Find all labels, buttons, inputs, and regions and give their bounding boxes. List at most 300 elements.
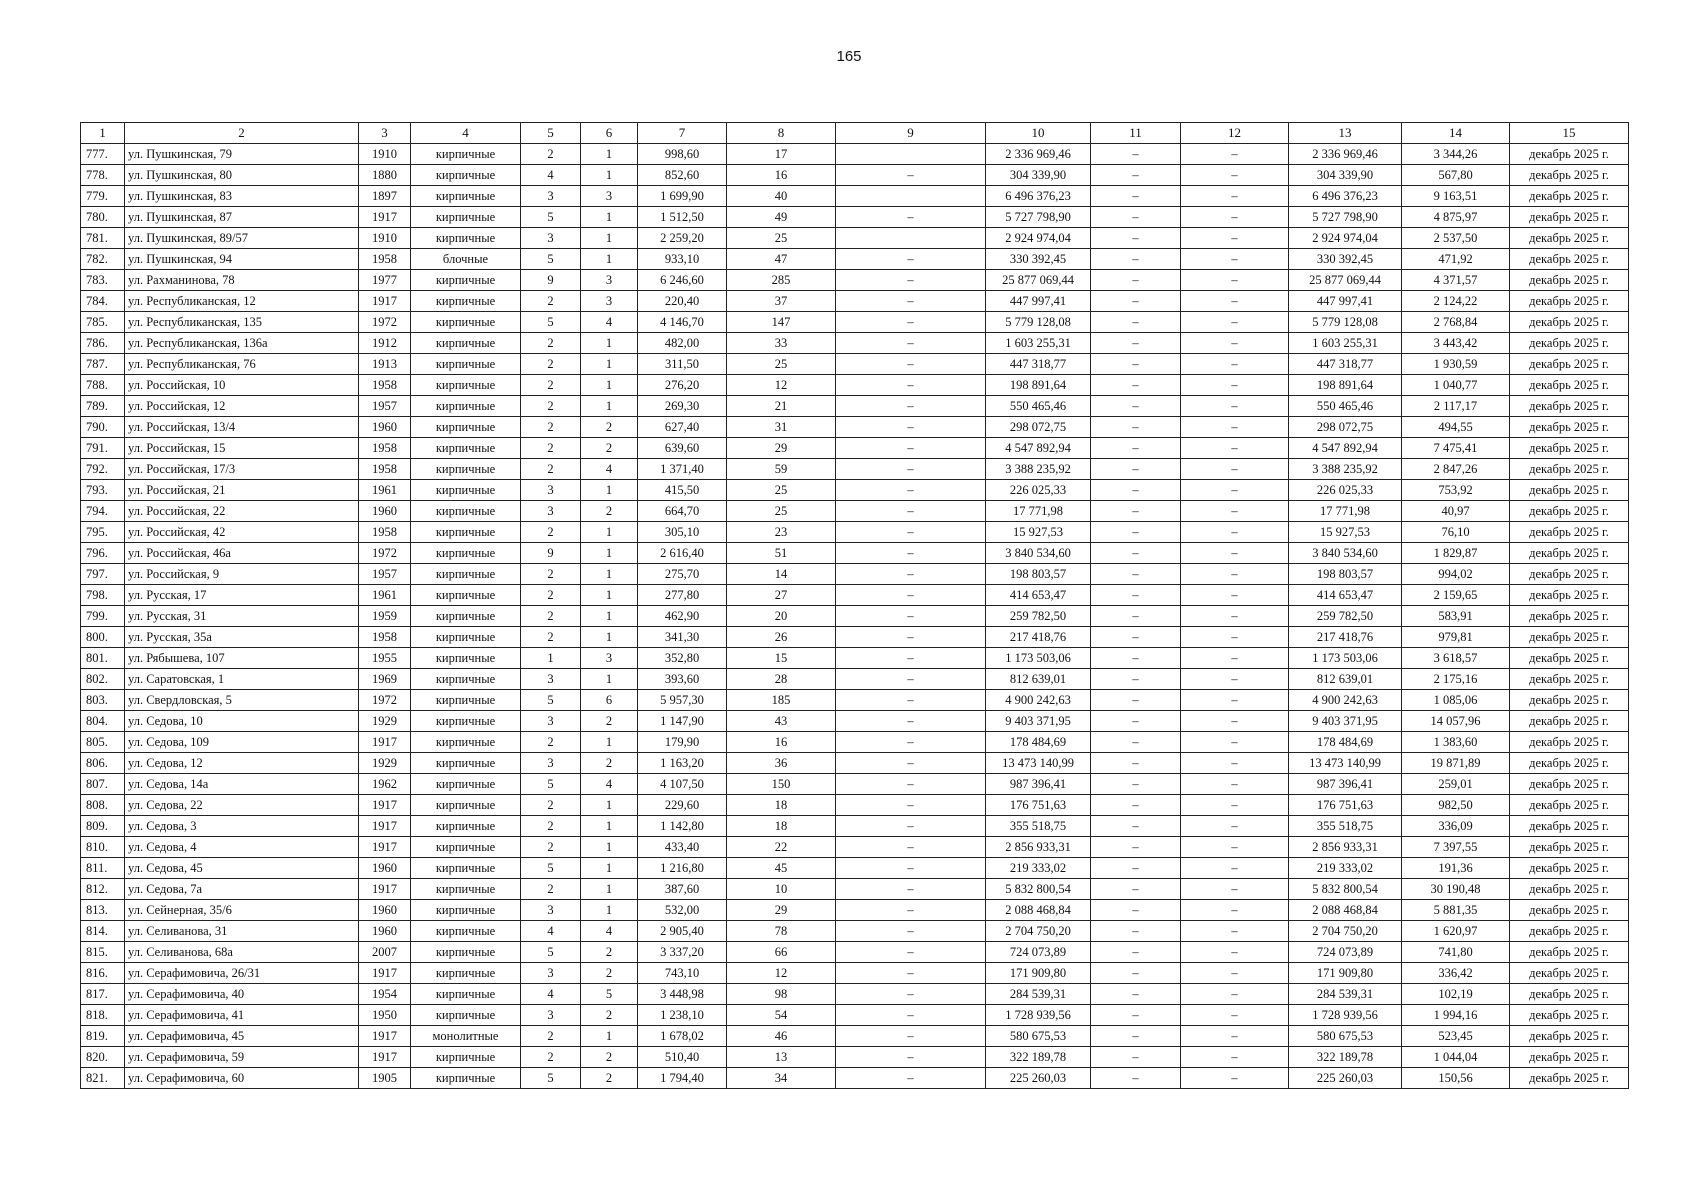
table-cell: – <box>1091 984 1181 1005</box>
table-cell: 4 547 892,94 <box>1289 438 1402 459</box>
table-cell: 2 <box>581 438 638 459</box>
table-cell: 818. <box>81 1005 125 1026</box>
table-cell: кирпичные <box>411 480 521 501</box>
table-cell: ул. Российская, 17/3 <box>125 459 359 480</box>
table-cell: 2 175,16 <box>1402 669 1510 690</box>
table-cell: 4 <box>581 459 638 480</box>
table-cell: 5 727 798,90 <box>986 207 1091 228</box>
table-cell: – <box>1181 942 1289 963</box>
table-cell: 19 871,89 <box>1402 753 1510 774</box>
table-cell: ул. Серафимовича, 59 <box>125 1047 359 1068</box>
table-cell: 1917 <box>359 795 411 816</box>
table-cell: 793. <box>81 480 125 501</box>
table-cell: – <box>1091 648 1181 669</box>
table-cell: монолитные <box>411 1026 521 1047</box>
table-cell: кирпичные <box>411 1005 521 1026</box>
table-cell: 804. <box>81 711 125 732</box>
table-row <box>81 1026 1629 1047</box>
table-cell: ул. Пушкинская, 94 <box>125 249 359 270</box>
table-cell: кирпичные <box>411 732 521 753</box>
table-cell: 176 751,63 <box>1289 795 1402 816</box>
table-cell: 782. <box>81 249 125 270</box>
table-cell: 5 832 800,54 <box>1289 879 1402 900</box>
table-row <box>81 501 1629 522</box>
table-cell: 933,10 <box>638 249 727 270</box>
table-row <box>81 165 1629 186</box>
table-row <box>81 564 1629 585</box>
table-cell: 789. <box>81 396 125 417</box>
table-cell: 2 <box>521 459 581 480</box>
table-cell: – <box>836 879 986 900</box>
table-cell: 1917 <box>359 1047 411 1068</box>
table-cell: 1958 <box>359 438 411 459</box>
table-cell: 1958 <box>359 375 411 396</box>
table-cell: 1 238,10 <box>638 1005 727 1026</box>
table-cell: ул. Российская, 46а <box>125 543 359 564</box>
table-cell: 1 <box>581 564 638 585</box>
table-cell: 2 <box>581 942 638 963</box>
table-cell: кирпичные <box>411 522 521 543</box>
table-cell: – <box>836 921 986 942</box>
table-row <box>81 417 1629 438</box>
table-cell: – <box>836 375 986 396</box>
table-cell: 284 539,31 <box>1289 984 1402 1005</box>
table-cell: 298 072,75 <box>986 417 1091 438</box>
table-cell <box>836 186 986 207</box>
table-cell: декабрь 2025 г. <box>1510 165 1629 186</box>
table-cell: 18 <box>727 816 836 837</box>
table-cell: 5 779 128,08 <box>1289 312 1402 333</box>
table-cell: 580 675,53 <box>986 1026 1091 1047</box>
table-cell: 3 <box>521 1005 581 1026</box>
table-cell: 1 930,59 <box>1402 354 1510 375</box>
table-cell: – <box>1181 837 1289 858</box>
table-cell: 298 072,75 <box>1289 417 1402 438</box>
table-cell: 336,42 <box>1402 963 1510 984</box>
table-row <box>81 669 1629 690</box>
table-cell: 1 147,90 <box>638 711 727 732</box>
table-cell: 627,40 <box>638 417 727 438</box>
table-cell: кирпичные <box>411 396 521 417</box>
table-cell: – <box>836 291 986 312</box>
table-cell: кирпичные <box>411 354 521 375</box>
table-cell: ул. Республиканская, 136а <box>125 333 359 354</box>
table-cell: ул. Республиканская, 12 <box>125 291 359 312</box>
table-cell: ул. Российская, 10 <box>125 375 359 396</box>
table-row <box>81 753 1629 774</box>
table-cell: кирпичные <box>411 921 521 942</box>
table-cell: кирпичные <box>411 879 521 900</box>
table-cell: – <box>1091 228 1181 249</box>
table-cell: – <box>1091 753 1181 774</box>
table-cell: декабрь 2025 г. <box>1510 249 1629 270</box>
table-cell: 414 653,47 <box>986 585 1091 606</box>
table-cell: 2 <box>521 1047 581 1068</box>
table-cell: – <box>1091 732 1181 753</box>
table-cell: – <box>1181 501 1289 522</box>
table-cell: – <box>836 333 986 354</box>
table-cell: декабрь 2025 г. <box>1510 501 1629 522</box>
table-cell: ул. Селиванова, 68а <box>125 942 359 963</box>
table-cell: 1 <box>581 732 638 753</box>
table-cell: – <box>1091 333 1181 354</box>
table-cell: 2 924 974,04 <box>1289 228 1402 249</box>
table-cell: декабрь 2025 г. <box>1510 816 1629 837</box>
table-cell: – <box>836 459 986 480</box>
table-cell: 219 333,02 <box>986 858 1091 879</box>
table-cell: 807. <box>81 774 125 795</box>
table-cell: 1 <box>581 543 638 564</box>
table-cell: 852,60 <box>638 165 727 186</box>
table-cell: 1 512,50 <box>638 207 727 228</box>
table-cell: 13 <box>727 1047 836 1068</box>
table-cell: 783. <box>81 270 125 291</box>
table-cell: ул. Седова, 10 <box>125 711 359 732</box>
table-row <box>81 270 1629 291</box>
table-cell: кирпичные <box>411 606 521 627</box>
table-cell: 322 189,78 <box>986 1047 1091 1068</box>
table-cell: 14 <box>727 564 836 585</box>
table-cell: – <box>1181 480 1289 501</box>
table-cell: 275,70 <box>638 564 727 585</box>
table-row <box>81 543 1629 564</box>
table-cell: 1960 <box>359 858 411 879</box>
table-cell: декабрь 2025 г. <box>1510 522 1629 543</box>
table-cell: декабрь 2025 г. <box>1510 627 1629 648</box>
table-cell: 3 337,20 <box>638 942 727 963</box>
table-cell: – <box>1181 165 1289 186</box>
table-cell: 2 <box>521 585 581 606</box>
table-row <box>81 690 1629 711</box>
table-cell: 583,91 <box>1402 606 1510 627</box>
table-cell: 3 388 235,92 <box>986 459 1091 480</box>
table-cell: – <box>836 1068 986 1089</box>
table-cell: 9 163,51 <box>1402 186 1510 207</box>
table-cell: 34 <box>727 1068 836 1089</box>
table-cell: – <box>1181 186 1289 207</box>
table-cell: 2 <box>521 816 581 837</box>
table-cell: 1958 <box>359 459 411 480</box>
table-cell: 753,92 <box>1402 480 1510 501</box>
table-cell: 1 371,40 <box>638 459 727 480</box>
table-cell: 15 927,53 <box>986 522 1091 543</box>
table-cell: декабрь 2025 г. <box>1510 984 1629 1005</box>
table-cell: 6 496 376,23 <box>1289 186 1402 207</box>
table-cell: ул. Серафимовича, 41 <box>125 1005 359 1026</box>
table-cell: 482,00 <box>638 333 727 354</box>
table-cell: 40 <box>727 186 836 207</box>
table-cell: 45 <box>727 858 836 879</box>
table-cell: – <box>1091 1047 1181 1068</box>
table-cell: 1 678,02 <box>638 1026 727 1047</box>
table-cell: декабрь 2025 г. <box>1510 858 1629 879</box>
table-cell: – <box>1181 900 1289 921</box>
table-cell: ул. Пушкинская, 87 <box>125 207 359 228</box>
table-cell: 1957 <box>359 564 411 585</box>
table-cell: 1917 <box>359 207 411 228</box>
table-cell: 471,92 <box>1402 249 1510 270</box>
table-cell: 7 475,41 <box>1402 438 1510 459</box>
table-cell: 341,30 <box>638 627 727 648</box>
table-cell <box>836 144 986 165</box>
table-cell: кирпичные <box>411 207 521 228</box>
table-cell: 2 088 468,84 <box>986 900 1091 921</box>
table-cell: 276,20 <box>638 375 727 396</box>
table-cell: 1929 <box>359 753 411 774</box>
table-row <box>81 774 1629 795</box>
table-cell: ул. Российская, 12 <box>125 396 359 417</box>
table-cell: 808. <box>81 795 125 816</box>
table-cell: – <box>1181 753 1289 774</box>
table-cell: декабрь 2025 г. <box>1510 963 1629 984</box>
table-cell: 36 <box>727 753 836 774</box>
table-cell: 2 <box>521 333 581 354</box>
table-cell: 25 <box>727 480 836 501</box>
table-cell: 1 044,04 <box>1402 1047 1510 1068</box>
table-cell: 1 <box>581 249 638 270</box>
table-cell: 813. <box>81 900 125 921</box>
table-cell: 198 891,64 <box>986 375 1091 396</box>
table-cell: – <box>836 627 986 648</box>
table-cell: – <box>1181 207 1289 228</box>
table-cell: 46 <box>727 1026 836 1047</box>
table-cell: 4 900 242,63 <box>1289 690 1402 711</box>
table-cell: 523,45 <box>1402 1026 1510 1047</box>
table-cell: 462,90 <box>638 606 727 627</box>
table-cell: 1961 <box>359 480 411 501</box>
table-cell: 639,60 <box>638 438 727 459</box>
table-cell: 2 <box>521 417 581 438</box>
table-row <box>81 459 1629 480</box>
table-cell: 532,00 <box>638 900 727 921</box>
table-cell: – <box>836 270 986 291</box>
table-cell: – <box>1181 543 1289 564</box>
table-cell: ул. Республиканская, 135 <box>125 312 359 333</box>
table-cell: 1912 <box>359 333 411 354</box>
table-row <box>81 186 1629 207</box>
table-cell: декабрь 2025 г. <box>1510 942 1629 963</box>
table-cell: 1 383,60 <box>1402 732 1510 753</box>
table-cell: – <box>1181 690 1289 711</box>
table-row <box>81 1005 1629 1026</box>
table-cell: – <box>1091 1068 1181 1089</box>
table-cell: 2 847,26 <box>1402 459 1510 480</box>
table-cell: ул. Серафимовича, 26/31 <box>125 963 359 984</box>
table-cell: 5 779 128,08 <box>986 312 1091 333</box>
table-cell: 2 <box>521 375 581 396</box>
table-cell: 13 473 140,99 <box>986 753 1091 774</box>
table-cell: 1880 <box>359 165 411 186</box>
table-cell: 2 <box>581 1047 638 1068</box>
table-cell: 1 603 255,31 <box>1289 333 1402 354</box>
table-cell: 5 <box>521 207 581 228</box>
table-cell: 2 616,40 <box>638 543 727 564</box>
column-header: 2 <box>125 123 359 144</box>
table-cell: – <box>1091 543 1181 564</box>
table-cell: 1 040,77 <box>1402 375 1510 396</box>
table-cell: ул. Седова, 109 <box>125 732 359 753</box>
table-cell: 2 <box>521 144 581 165</box>
table-cell: – <box>1091 207 1181 228</box>
table-cell: 2 704 750,20 <box>1289 921 1402 942</box>
table-cell: 226 025,33 <box>1289 480 1402 501</box>
table-cell: 259 782,50 <box>986 606 1091 627</box>
table-row <box>81 228 1629 249</box>
table-cell: ул. Российская, 21 <box>125 480 359 501</box>
column-header: 7 <box>638 123 727 144</box>
table-cell: 812. <box>81 879 125 900</box>
table-cell: 1 829,87 <box>1402 543 1510 564</box>
table-cell: 5 <box>521 249 581 270</box>
table-cell: 3 <box>521 186 581 207</box>
table-cell: декабрь 2025 г. <box>1510 900 1629 921</box>
table-cell: ул. Пушкинская, 80 <box>125 165 359 186</box>
table-cell: 12 <box>727 963 836 984</box>
table-cell: 821. <box>81 1068 125 1089</box>
table-cell: 3 448,98 <box>638 984 727 1005</box>
table-cell: 1 142,80 <box>638 816 727 837</box>
table-cell: 23 <box>727 522 836 543</box>
table-cell: – <box>1091 1005 1181 1026</box>
table-cell: – <box>1091 270 1181 291</box>
table-cell: декабрь 2025 г. <box>1510 648 1629 669</box>
table-cell: кирпичные <box>411 144 521 165</box>
table-cell: 259,01 <box>1402 774 1510 795</box>
table-cell: – <box>1091 669 1181 690</box>
table-cell: 150 <box>727 774 836 795</box>
table-cell: кирпичные <box>411 291 521 312</box>
table-cell: 2 768,84 <box>1402 312 1510 333</box>
table-row <box>81 396 1629 417</box>
table-cell: 1 085,06 <box>1402 690 1510 711</box>
table-cell: 2 905,40 <box>638 921 727 942</box>
column-header: 4 <box>411 123 521 144</box>
table-cell: 778. <box>81 165 125 186</box>
table-cell: декабрь 2025 г. <box>1510 669 1629 690</box>
table-cell: кирпичные <box>411 564 521 585</box>
table-cell: 787. <box>81 354 125 375</box>
table-cell: 49 <box>727 207 836 228</box>
table-row <box>81 1068 1629 1089</box>
table-cell: 54 <box>727 1005 836 1026</box>
table-cell: 1 <box>581 354 638 375</box>
table-cell: – <box>836 1026 986 1047</box>
table-body <box>81 144 1629 1089</box>
table-cell: декабрь 2025 г. <box>1510 564 1629 585</box>
table-header-row <box>81 123 1629 144</box>
table-cell: 269,30 <box>638 396 727 417</box>
table-cell: 1 <box>581 858 638 879</box>
table-cell: 2 <box>521 291 581 312</box>
table-cell: 4 <box>581 921 638 942</box>
table-cell: декабрь 2025 г. <box>1510 207 1629 228</box>
table-cell: кирпичные <box>411 312 521 333</box>
table-cell: декабрь 2025 г. <box>1510 543 1629 564</box>
table-cell: 4 900 242,63 <box>986 690 1091 711</box>
table-cell: кирпичные <box>411 270 521 291</box>
table-cell: – <box>1181 921 1289 942</box>
table-cell: 791. <box>81 438 125 459</box>
table-cell: – <box>1091 921 1181 942</box>
table-row <box>81 627 1629 648</box>
table-cell: 387,60 <box>638 879 727 900</box>
table-cell: 550 465,46 <box>986 396 1091 417</box>
table-cell: 786. <box>81 333 125 354</box>
table-cell: 580 675,53 <box>1289 1026 1402 1047</box>
table-cell: – <box>836 1005 986 1026</box>
table-cell: ул. Седова, 45 <box>125 858 359 879</box>
table-row <box>81 522 1629 543</box>
table-cell: кирпичные <box>411 816 521 837</box>
table-row <box>81 375 1629 396</box>
table-cell: декабрь 2025 г. <box>1510 837 1629 858</box>
table-cell: 1913 <box>359 354 411 375</box>
table-cell: 171 909,80 <box>986 963 1091 984</box>
table-cell: – <box>1091 774 1181 795</box>
table-cell: 1 <box>581 900 638 921</box>
table-cell: 2 856 933,31 <box>986 837 1091 858</box>
table-cell: 352,80 <box>638 648 727 669</box>
table-cell: 3 <box>581 291 638 312</box>
table-cell: 1 <box>581 333 638 354</box>
table-cell: ул. Российская, 13/4 <box>125 417 359 438</box>
table-cell: – <box>836 480 986 501</box>
table-cell: 799. <box>81 606 125 627</box>
table-cell: декабрь 2025 г. <box>1510 480 1629 501</box>
table-cell: 17 771,98 <box>1289 501 1402 522</box>
table-cell: 1960 <box>359 921 411 942</box>
table-row <box>81 291 1629 312</box>
table-cell: декабрь 2025 г. <box>1510 396 1629 417</box>
table-cell: 304 339,90 <box>1289 165 1402 186</box>
table-cell: 805. <box>81 732 125 753</box>
table-cell: 820. <box>81 1047 125 1068</box>
table-cell: декабрь 2025 г. <box>1510 732 1629 753</box>
table-cell: – <box>1181 291 1289 312</box>
table-cell: – <box>1181 333 1289 354</box>
table-cell: 217 418,76 <box>986 627 1091 648</box>
table-cell: 987 396,41 <box>1289 774 1402 795</box>
table-cell: 3 <box>581 270 638 291</box>
table-cell: 2 <box>521 564 581 585</box>
table-cell: 10 <box>727 879 836 900</box>
table-cell: 220,40 <box>638 291 727 312</box>
table-cell: декабрь 2025 г. <box>1510 1047 1629 1068</box>
table-cell: 2 <box>581 501 638 522</box>
table-cell: 5 957,30 <box>638 690 727 711</box>
table-cell: 811. <box>81 858 125 879</box>
table-cell: кирпичные <box>411 186 521 207</box>
table-cell: 5 <box>521 942 581 963</box>
table-cell: – <box>836 165 986 186</box>
table-cell: 1969 <box>359 669 411 690</box>
table-cell: кирпичные <box>411 963 521 984</box>
table-cell: – <box>1091 963 1181 984</box>
table-cell: 33 <box>727 333 836 354</box>
table-cell: декабрь 2025 г. <box>1510 795 1629 816</box>
table-cell: – <box>1091 312 1181 333</box>
table-cell: 6 <box>581 690 638 711</box>
table-cell: декабрь 2025 г. <box>1510 270 1629 291</box>
table-cell: – <box>836 312 986 333</box>
table-cell: декабрь 2025 г. <box>1510 333 1629 354</box>
column-header: 5 <box>521 123 581 144</box>
table-cell: 336,09 <box>1402 816 1510 837</box>
table-cell: 792. <box>81 459 125 480</box>
table-cell: – <box>1181 1047 1289 1068</box>
table-cell: 415,50 <box>638 480 727 501</box>
table-cell: 796. <box>81 543 125 564</box>
